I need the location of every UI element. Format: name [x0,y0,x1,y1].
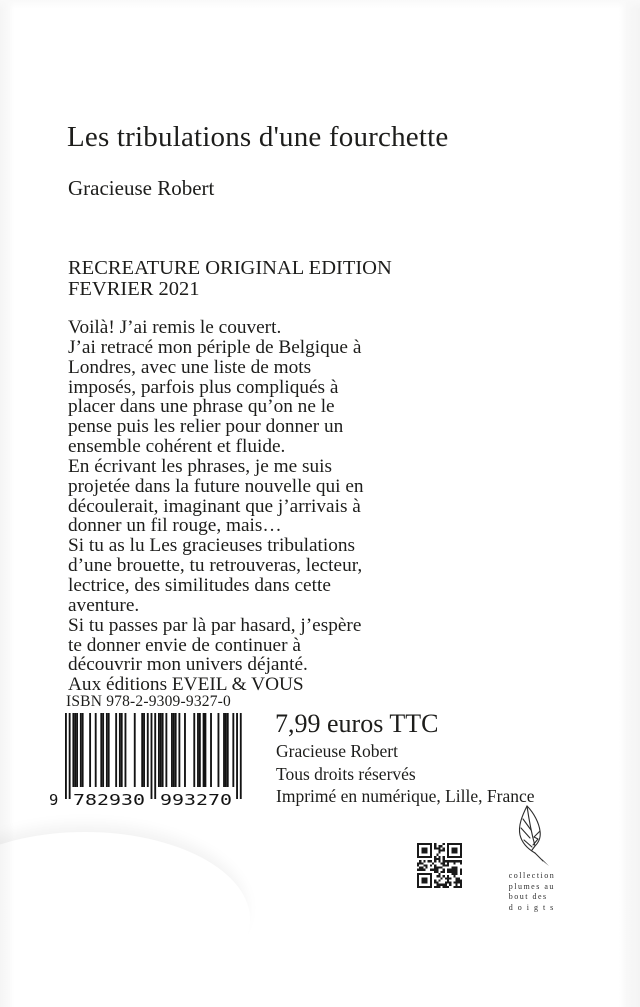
credit-line: Gracieuse Robert [276,741,398,761]
svg-text:782930: 782930 [73,791,145,808]
collection-line: bout des [508,892,548,902]
book-title: Les tribulations d'une fourchette [67,121,449,153]
isbn-label: ISBN 978-2-9309-9327-0 [66,693,231,710]
credit-line: Tous droits réservés [276,763,416,784]
blurb-line: aventure. [68,594,140,616]
edition-line: RECREATURE ORIGINAL EDITION [68,257,392,279]
page-curl-shadow [0,832,250,1007]
blurb-line: te donner envie de continuer à [68,634,301,656]
blurb-line: lectrice, des similitudes dans cette [68,574,331,596]
blurb-line: découvrir mon univers déjanté. [68,654,308,676]
blurb-line: Londres, avec une liste de mots [68,356,312,378]
edition-info [68,258,392,299]
svg-text:993270: 993270 [160,791,232,808]
blurb-line: ensemble cohérent et fluide. [68,436,286,458]
collection-line: collection [508,871,556,880]
blurb-line: Voilà! J’ai remis le couvert. [68,317,282,338]
credit-line: Imprimé en numérique, Lille, France [276,786,535,806]
collection-line: plumes au [508,881,555,891]
blurb-line: donner un fil rouge, mais… [68,515,282,537]
collection-name [509,871,556,913]
blurb-line: placer dans une phrase qu’on ne le [68,396,335,418]
blurb-line: projetée dans la future nouvelle qui en [68,475,364,497]
publisher-logo [498,804,566,913]
edition-line: FEVRIER 2021 [68,277,200,300]
author-name: Gracieuse Robert [68,176,215,200]
qr-code [417,843,462,888]
collection-line: d o i g t s [508,902,555,912]
blurb-line: découlerait, imaginant que j’arrivais à [68,495,361,517]
svg-text:9: 9 [49,791,59,808]
ean13-barcode [48,713,260,808]
blurb-line: imposés, parfois plus compliqués à [68,376,339,398]
credits-block [276,740,535,808]
feather-quill-icon [505,804,559,868]
blurb-line: Aux éditions EVEIL & VOUS [68,674,304,696]
blurb-text [68,318,364,695]
blurb-line: En écrivant les phrases, je me suis [68,455,332,477]
price-label: 7,99 euros TTC [275,709,439,738]
blurb-line: J’ai retracé mon périple de Belgique à [68,336,362,358]
page-top-edge [0,0,640,9]
blurb-line: d’une brouette, tu retrouveras, lecteur, [68,555,363,577]
blurb-line: pense puis les relier pour donner un [68,416,344,438]
blurb-line: Si tu passes par là par hasard, j’espère [68,614,362,636]
blurb-line: Si tu as lu Les gracieuses tribulations [68,535,356,557]
